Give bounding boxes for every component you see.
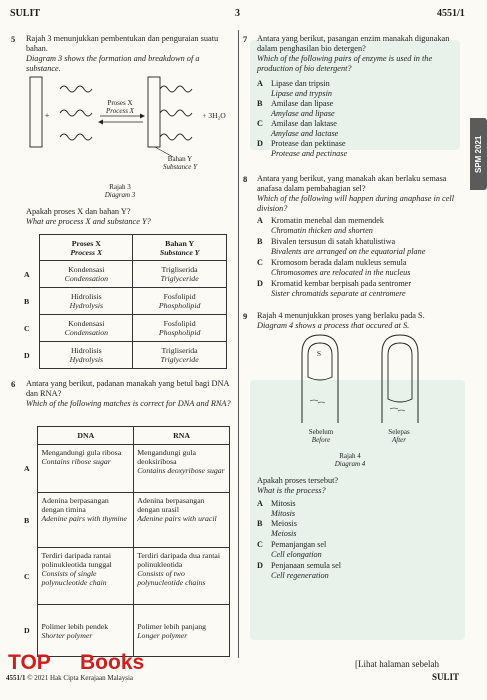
diagram-4-caption [325,452,375,468]
q6-stem-en: Which of the following matches is correct for DNA and RNA? [26,399,231,408]
q8-option-letter: A [257,216,263,225]
q7-option-ms: Amilase dan lipase [271,99,334,108]
q6-cell [134,445,230,493]
q7-option-letter: D [257,139,263,148]
q6-cell-en: Consists of two polynucleotide chains [137,569,206,587]
after-label-ms: Selepas [388,428,410,436]
q6-cell-en: Contains ribose sugar [41,457,111,466]
q6-cell-ms: Mengandungi gula deoksiribosa [137,448,196,466]
q9-option-en: Cell elongation [271,549,322,559]
q5-option-b[interactable] [22,288,227,315]
nail-s-label: S [316,349,322,358]
before-label [296,428,346,444]
q6-stem-ms: Antara yang berikut, padanan manakah yang betul bagi DNA dan RNA? [26,379,229,398]
q5-cell [40,342,133,369]
q5-cell [40,288,133,315]
q5-option-a[interactable] [22,261,227,288]
q9-option-ms: Meiosis [271,519,297,528]
q8-option-en: Chromatin thicken and shorten [271,225,373,235]
q6-option-letter: C [24,571,30,581]
q5-cell-ms: Fosfolipid [163,292,196,301]
q9-stem-en: Diagram 4 shows a process that occured at S. [257,321,410,330]
q6-options-table [22,426,230,657]
substance-y-ms: Bahan Y [167,155,193,163]
q6-cell-ms: Terdiri daripada dua rantai polinukleotida [137,551,221,569]
q5-question [26,207,231,227]
header-sulit: SULIT [10,8,41,19]
diagram-3-caption-ms: Rajah 3 [109,183,131,191]
q8-option-en: Bivalents are arranged on the equatorial plane [271,246,426,256]
q7-stem-en: Which of the following pairs of enzyme is used in the production of bio detergent? [257,54,433,73]
paper-code: 4551/1 [437,8,465,19]
logo-top-text: TOP [8,651,51,674]
q8-option-ms: Kromosom berada dalam nukleus semula [271,258,407,267]
q5-option-letter: C [24,323,30,333]
diagram-4-caption-ms: Rajah 4 [339,452,361,460]
q8-stem-en: Which of the following will happen during anaphase in cell division? [257,194,455,213]
q5-cell-en: Hydrolysis [69,355,104,364]
q6-cell-ms: Polimer lebih pendek [41,621,109,631]
q8-option-en: Chromosomes are relocated in the nucleus [271,267,411,277]
q9-option-letter: D [257,561,263,570]
q8-option-ms: Kromatin menebal dan memendek [271,216,384,225]
q7-option-en: Amylase and lipase [271,108,335,118]
q6-option-letter: B [24,515,30,525]
q9-option-ms: Pemanjangan sel [271,540,327,549]
q5-cell [133,315,227,342]
q6-number: 6 [11,379,16,389]
q5-cell [40,315,133,342]
q7-option-letter: B [257,99,263,108]
column-divider [238,30,239,658]
q5-cell-ms: Hidrolisis [70,346,102,355]
q9-option-en: Mitosis [271,508,296,518]
q5-cell [133,288,227,315]
q9-question-ms: Apakah proses tersebut? [257,476,339,485]
logo-books-text: Books [80,651,145,674]
q8-option-letter: C [257,258,263,267]
topbooks-logo [0,645,176,687]
q7-option-ms: Amilase dan laktase [271,119,337,128]
q5-cell-en: Triglyceride [160,274,199,283]
q5-cell [133,342,227,369]
spm-year-tab: SPM 2021 [470,118,487,190]
q6-col-rna: RNA [134,427,230,445]
q5-option-letter: B [24,296,30,306]
after-label-en: After [392,436,406,444]
q6-col-dna: DNA [38,427,134,445]
q5-option-c[interactable] [22,315,227,342]
q8-stem-ms: Antara yang berikut, yang manakah akan berlaku semasa anafasa dalam pembahagian sel? [257,174,447,193]
q5-option-d[interactable] [22,342,227,369]
diagram-3-caption-en: Diagram 3 [104,191,136,199]
q6-cell-en: Consists of single polynucleotide chain [41,569,107,587]
q7-option-letter: A [257,79,263,88]
footer-code: 4551/1 [6,674,26,682]
q5-cell [40,261,133,288]
q8-option-ms: Bivalen tersusun di satah khatulistiwa [271,237,396,246]
q5-option-letter: A [24,269,30,279]
q5-col-process [40,235,133,261]
q5-cell-ms: Kondensasi [68,265,105,274]
q5-col-process-en: Process X [70,247,103,257]
q9-option-ms: Penjanaan semula sel [271,561,342,570]
q5-col-substance-ms: Bahan Y [165,238,195,248]
q7-option-ms: Lipase dan tripsin [271,79,330,88]
q5-col-substance [133,235,227,261]
q5-cell-en: Hydrolysis [69,301,104,310]
process-x-label [95,99,145,115]
q9-option-letter: C [257,540,263,549]
footer-sulit: SULIT [432,672,460,682]
q6-cell-ms: Terdiri daripada rantai polinukleotida tunggal [41,551,112,569]
q5-question-en: What are process X and substance Y? [26,217,151,226]
footer-copyright-text: © 2021 Hak Cipta Kerajaan Malaysia [27,674,134,682]
diagram-3-caption [95,183,145,199]
q7-option-letter: C [257,119,263,128]
before-label-ms: Sebelum [308,428,334,436]
q6-cell [38,493,134,548]
q9-option-letter: B [257,519,263,528]
before-label-en: Before [311,436,331,444]
next-page-note: [Lihat halaman sebelah [355,659,439,669]
q6-cell [38,548,134,605]
q9-question [257,476,462,496]
q8-stem [257,174,462,214]
diagram-4-caption-en: Diagram 4 [334,460,366,468]
q6-option-a[interactable] [22,445,230,493]
q8-option-ms: Kromatid kembar berpisah pada sentromer [271,279,412,288]
q6-option-letter: A [24,464,30,473]
q9-stem-ms: Rajah 4 menunjukkan proses yang berlaku pada S. [257,311,425,320]
q9-option-ms: Mitosis [271,499,296,508]
q7-option-en: Lipase and trypsin [271,88,332,98]
q5-cell-en: Phospholipid [158,328,201,337]
q5-cell-ms: Kondensasi [68,319,105,328]
q5-stem [26,34,231,74]
q5-col-process-ms: Proses X [71,238,101,248]
q5-cell-ms: Hidrolisis [70,292,102,301]
q6-option-c[interactable] [22,548,230,605]
q7-stem-ms: Antara yang berikut, pasangan enzim manakah digunakan dalam penghasilan bio detergen? [257,34,450,53]
q7-option-en: Protease and pectinase [271,148,348,158]
q5-cell-en: Condensation [64,328,108,337]
q6-cell-en: Adenine pairs with thymine [41,514,128,523]
q9-option-letter: A [257,499,263,508]
q5-cell-en: Condensation [64,274,108,283]
q9-option-en: Cell regeneration [271,570,329,580]
q6-cell [38,445,134,493]
q5-cell-ms: Trigliserida [161,346,198,355]
q6-stem [26,379,231,409]
q8-option-letter: D [257,279,263,288]
after-label [374,428,424,444]
page-number: 3 [235,8,240,19]
q7-stem [257,34,462,74]
q7-option-ms: Protease dan pektinase [271,139,346,148]
q6-cell-ms: Polimer lebih panjang [137,621,207,631]
diagram-4 [290,333,440,425]
q5-col-substance-en: Substance Y [159,247,200,257]
q6-cell-ms: Adenina berpasangan dengan urasil [137,496,205,514]
q9-question-en: What is the process? [257,486,326,495]
q5-number: 5 [11,34,16,44]
q5-cell [133,261,227,288]
q6-cell-ms: Mengandungi gula ribosa [41,448,122,457]
q5-cell-en: Triglyceride [160,355,199,364]
q6-cell-en: Adenine pairs with uracil [137,514,217,523]
q5-options-table [22,234,227,369]
q5-plus-sign: + [44,111,50,120]
q5-cell-ms: Fosfolipid [163,319,196,328]
q9-option-en: Meiosis [271,528,297,538]
q6-cell-en: Shorter polymer [41,630,93,640]
q8-option-en: Sister chromatids separate at centromere [271,288,406,298]
q5-question-ms: Apakah proses X dan bahan Y? [26,207,131,216]
q6-cell [134,548,230,605]
q9-stem [257,311,462,331]
q7-number: 7 [243,34,248,44]
q5-cell-en: Phospholipid [158,301,201,310]
q9-number: 9 [243,311,248,321]
q5-stem-ms: Rajah 3 menunjukkan pembentukan dan penguraian suatu bahan. [26,34,219,53]
process-x-en: Process X [106,107,134,115]
process-x-ms: Proses X [107,99,133,107]
q7-option-en: Amylase and lactase [271,128,339,138]
q5-stem-en: Diagram 3 shows the formation and breakdown of a substance. [26,54,200,73]
q6-cell [134,493,230,548]
q6-cell-ms: Adenina berpasangan dengan timina [41,496,109,514]
q8-option-letter: B [257,237,263,246]
substance-y-label [155,155,205,171]
q5-option-letter: D [24,350,30,360]
substance-y-en: Substance Y [162,163,198,171]
q6-option-b[interactable] [22,493,230,548]
q6-cell-en: Longer polymer [137,630,188,640]
q8-number: 8 [243,174,248,184]
q5-cell-ms: Trigliserida [161,265,198,274]
water-label: + 3H₂O [202,111,226,120]
q6-option-letter: D [24,626,30,635]
q6-cell-en: Contains deoxyribose sugar [137,466,225,475]
